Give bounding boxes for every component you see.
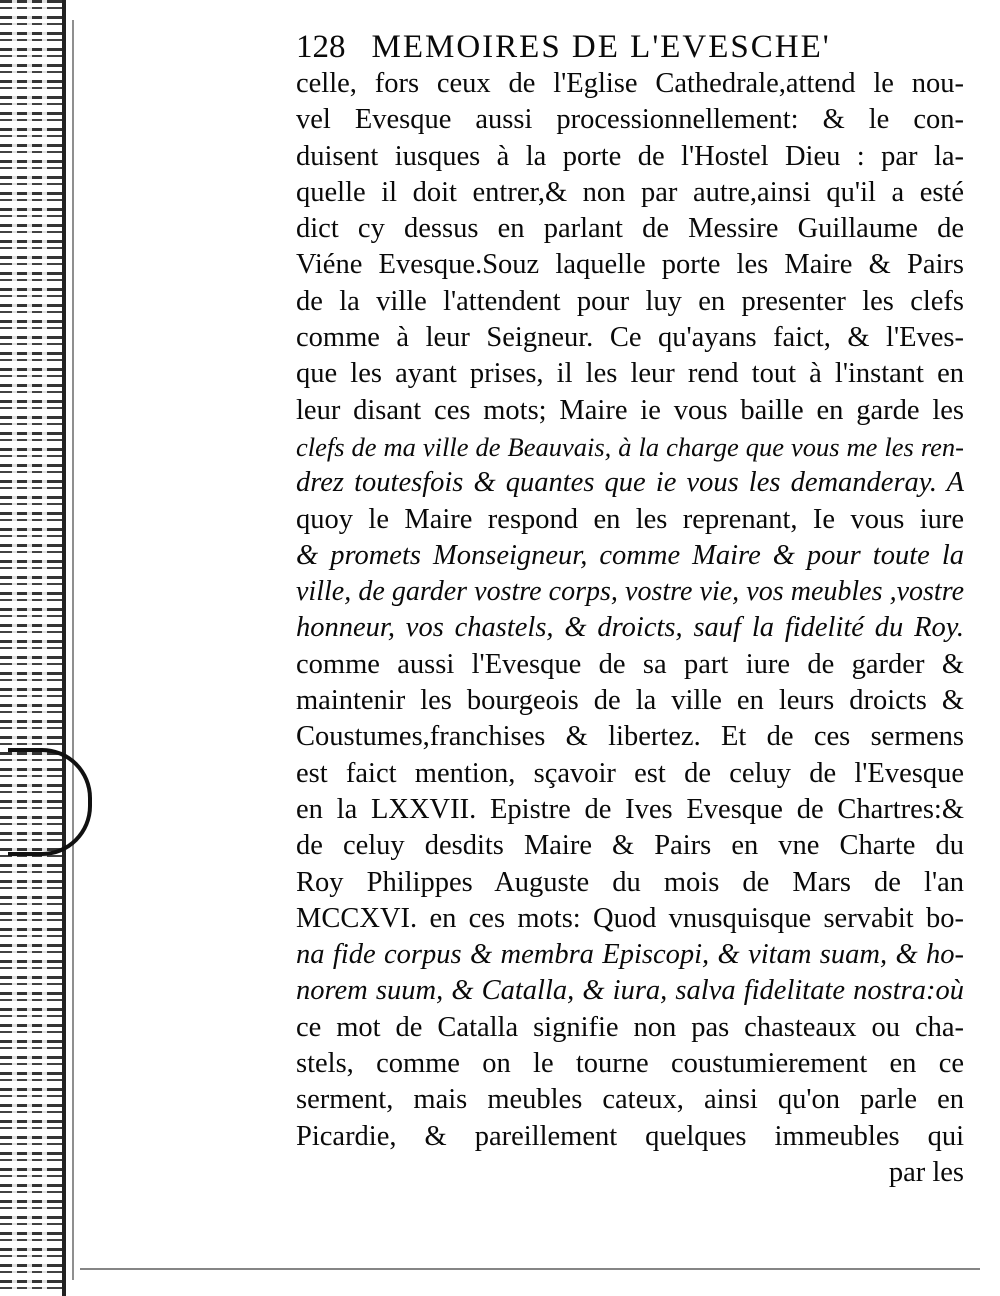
body-line: en la LXXVII. Epistre de Ives Evesque de Chartres:& bbox=[296, 793, 964, 825]
body-line: Roy Philippes Auguste du mois de Mars de l'an bbox=[296, 866, 964, 898]
body-line: leur disant ces mots; Maire ie vous baille en garde les bbox=[296, 394, 964, 426]
body-line: duisent iusques à la porte de l'Hostel Dieu : par la- bbox=[296, 140, 964, 172]
body-line: Coustumes,franchises & libertez. Et de ces sermens bbox=[296, 721, 964, 753]
running-header bbox=[296, 22, 964, 66]
body-line-italic: norem suum, & Catalla, & iura, salva fidelitate nostra:où bbox=[296, 975, 964, 1007]
body-line-italic: & promets Monseigneur, comme Maire & pour toute la bbox=[296, 539, 964, 571]
body-line: de celuy desdits Maire & Pairs en vne Charte du bbox=[296, 830, 964, 862]
book-binding-gutter bbox=[0, 0, 62, 1296]
body-line-italic: na fide corpus & membra Episcopi, & vitam suam, & ho- bbox=[296, 939, 964, 971]
body-line-italic: honneur, vos chastels, & droicts, sauf la fidelité du Roy. bbox=[296, 612, 964, 644]
body-line: ce mot de Catalla signifie non pas chasteaux ou cha- bbox=[296, 1011, 964, 1043]
page-bottom-edge bbox=[80, 1268, 980, 1270]
body-line: Viéne Evesque.Souz laquelle porte les Maire & Pairs bbox=[296, 249, 964, 281]
body-line: est faict mention, sçavoir est de celuy de l'Evesque bbox=[296, 757, 964, 789]
body-line-italic: drez toutesfois & quantes que ie vous les demanderay. A bbox=[296, 467, 964, 499]
body-line: de la ville l'attendent pour luy en presenter les clefs bbox=[296, 285, 964, 317]
body-line: serment, mais meubles cateux, ainsi qu'on parle en bbox=[296, 1084, 964, 1116]
body-line: maintenir les bourgeois de la ville en leurs droicts & bbox=[296, 685, 964, 717]
body-line: stels, comme on le tourne coustumierement en ce bbox=[296, 1048, 964, 1080]
body-line-italic: clefs de ma ville de Beauvais, à la charge que vous me les ren- bbox=[296, 431, 964, 462]
body-line: Picardie, & pareillement quelques immeubles qui bbox=[296, 1120, 964, 1152]
body-line: vel Evesque aussi processionnellement: & le con- bbox=[296, 104, 964, 136]
body-line: que les ayant prises, il les leur rend tout à l'instant en bbox=[296, 358, 964, 390]
page-edge-shadow bbox=[72, 20, 74, 1280]
body-line: quoy le Maire respond en les reprenant, Ie vous iure bbox=[296, 503, 964, 535]
body-line: dict cy dessus en parlant de Messire Guillaume de bbox=[296, 213, 964, 245]
body-line: quelle il doit entrer,& non par autre,ainsi qu'il a esté bbox=[296, 176, 964, 208]
running-title: MEMOIRES DE L'EVESCHE' bbox=[371, 29, 831, 65]
body-line-italic: ville, de garder vostre corps, vostre vie, vos meubles ,vostre bbox=[296, 576, 964, 608]
body-line: comme aussi l'Evesque de sa part iure de garder & bbox=[296, 648, 964, 680]
page-text-block bbox=[296, 22, 964, 1191]
page-edge bbox=[62, 0, 66, 1296]
body-line: comme à leur Seigneur. Ce qu'ayans faict, & l'Eves- bbox=[296, 322, 964, 354]
body-line: celle, fors ceux de l'Eglise Cathedrale,attend le nou- bbox=[296, 68, 964, 99]
catchword: par les bbox=[888, 1156, 964, 1188]
page-number: 128 bbox=[296, 29, 346, 65]
body-line: MCCXVI. en ces mots: Quod vnusquisque servabit bo- bbox=[296, 902, 964, 934]
binding-clip bbox=[8, 748, 92, 856]
